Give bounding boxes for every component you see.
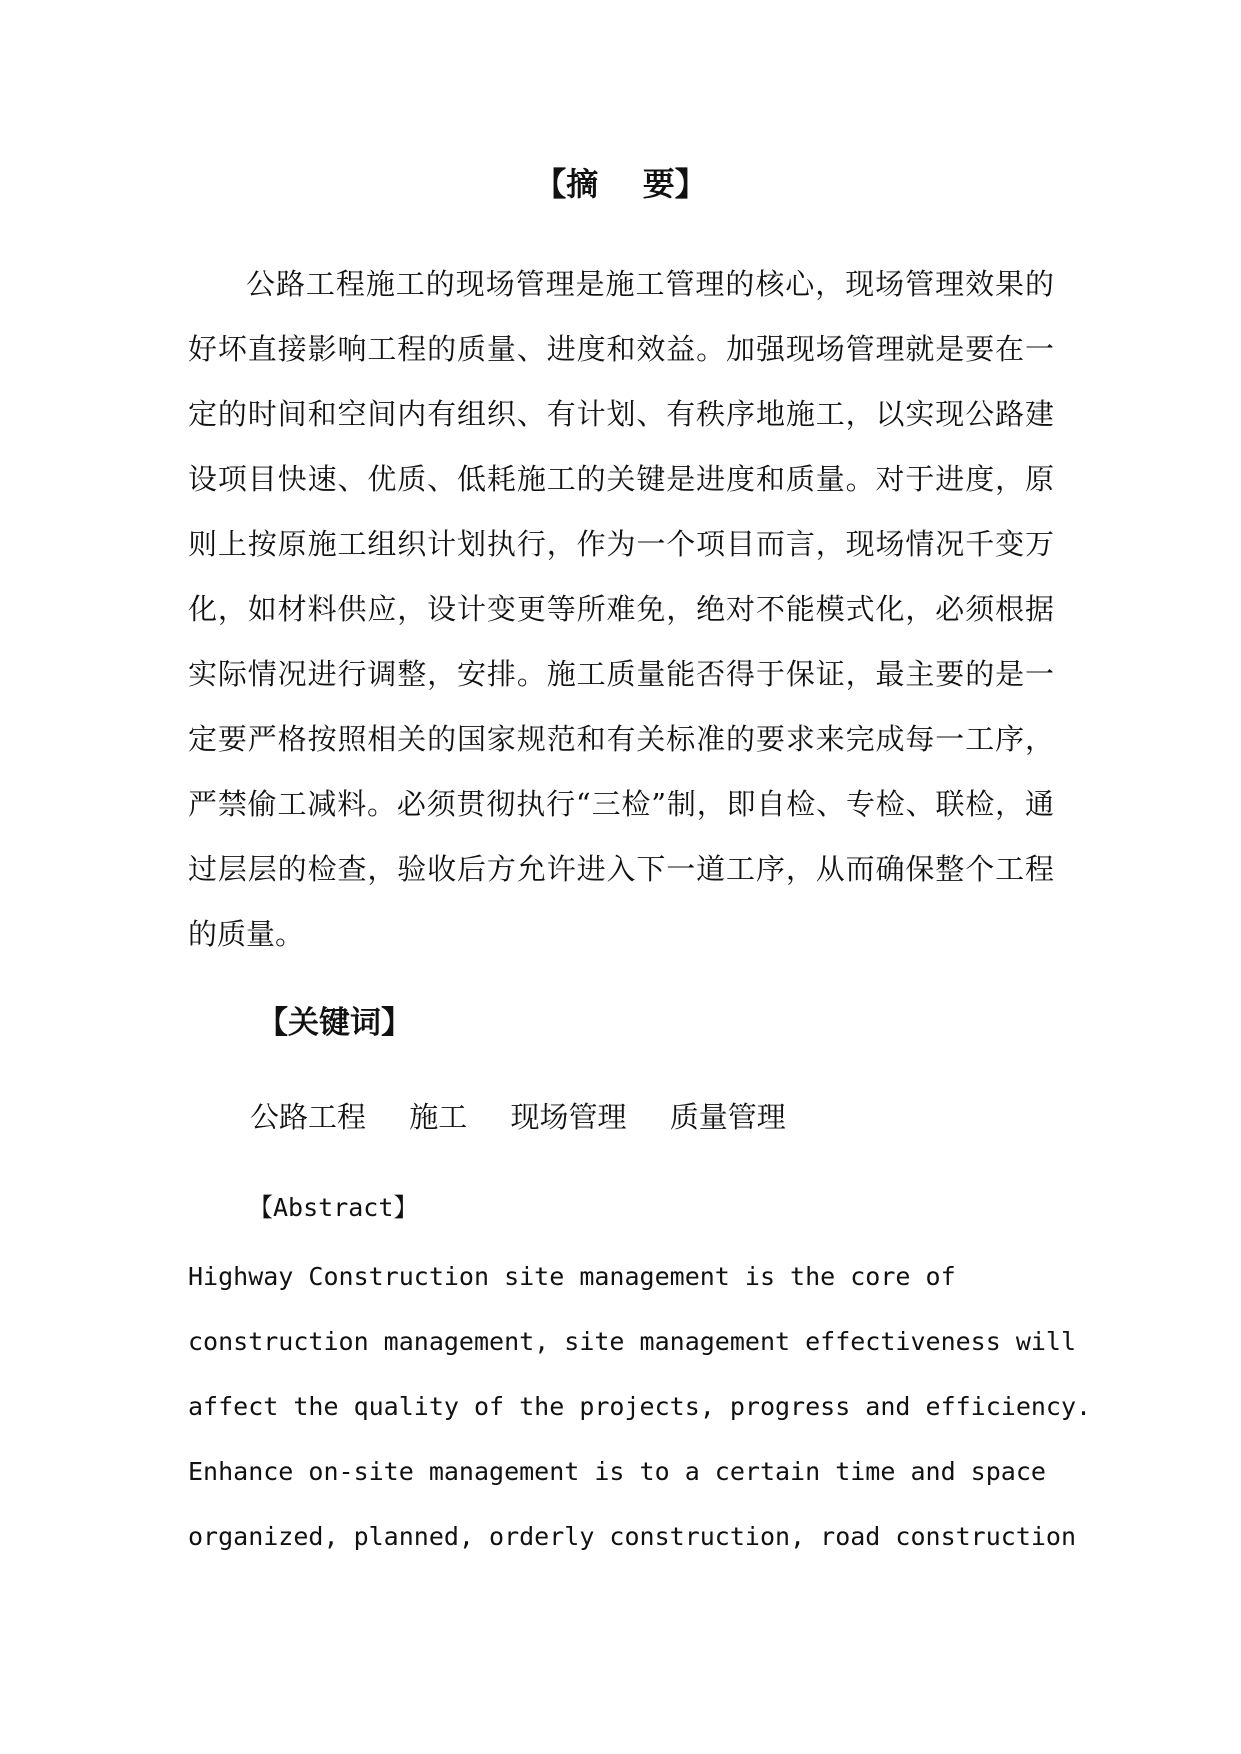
abstract-heading: 【摘 要】 — [534, 165, 707, 203]
keyword: 现场管理 — [510, 1100, 627, 1134]
english-abstract-line: Highway Construction site management is the core of — [188, 1262, 956, 1291]
keyword: 公路工程 — [250, 1100, 367, 1134]
keywords-heading: 【关键词】 — [257, 1005, 412, 1041]
english-abstract-line: Enhance on-site management is to a certain time and space — [188, 1457, 1046, 1486]
english-abstract-line: organized, planned, orderly construction, road construction — [188, 1522, 1077, 1551]
english-abstract-line: affect the quality of the projects, progress and efficiency. — [188, 1392, 1092, 1421]
keyword: 施工 — [409, 1100, 468, 1134]
chinese-abstract-paragraph: 公路工程施工的现场管理是施工管理的核心，现场管理效果的好坏直接影响工程的质量、进度和效益。加强现场管理就是要在一定的时间和空间内有组织、有计划、有秩序地施工，以实现公路建设项目快速、优质、低耗施工的关键是进度和质量。对于进度，原则上按原施工组织计划执行，作为一个项目而言，现场情况千变万化，如材料供应，设计变更等所难免，绝对不能模式化，必须根据实际情况进行调整，安排。施工质量能否得于保证，最主要的是一定要严格按照相关的国家规范和有关标准的要求来完成每一工序，严禁偷工减料。必须贯彻执行“三检”制，即自检、专检、联检，通过层层的检查，验收后方允许进入下一道工序，从而确保整个工程的质量。 — [188, 267, 1054, 951]
english-abstract-line: construction management, site management effectiveness will — [188, 1327, 1077, 1356]
keyword: 质量管理 — [669, 1100, 786, 1134]
keywords-list — [250, 1092, 820, 1142]
english-abstract-heading: 【Abstract】 — [248, 1193, 419, 1222]
english-abstract-paragraph — [188, 1244, 1092, 1569]
